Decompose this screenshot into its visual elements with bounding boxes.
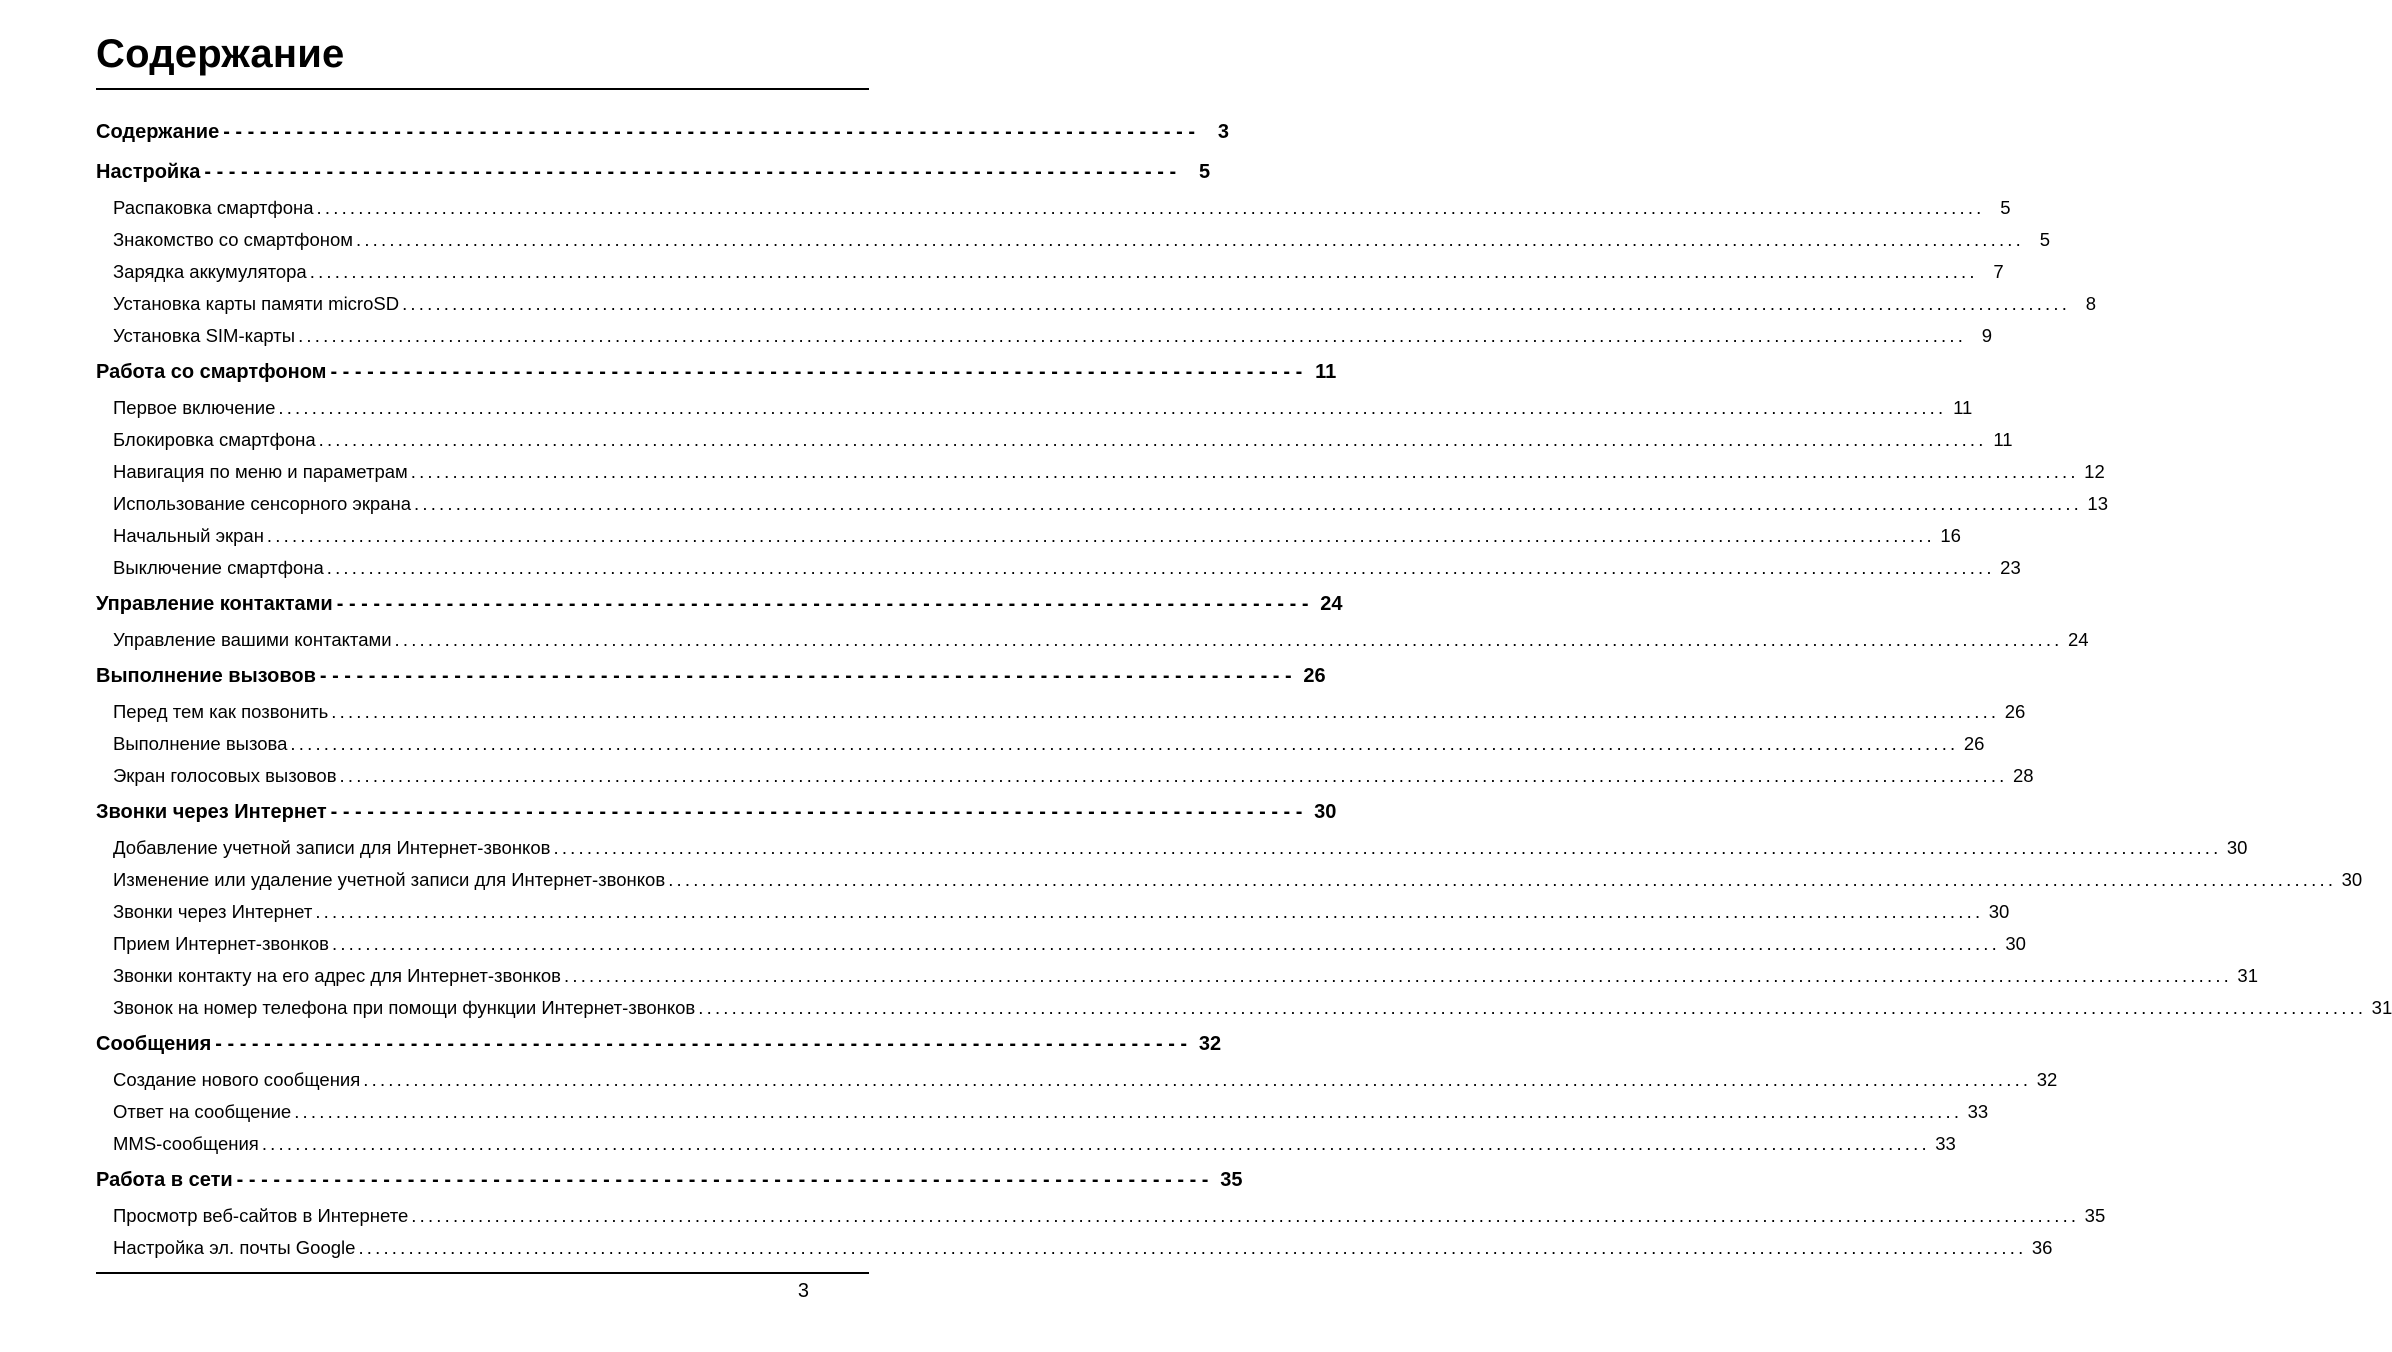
dot-leader: - - - - - - - - - - - - - - - - - - - - - - - - - - - - - - - - - - - - - - - - - - - - - - - - - - - - - - - - - - - - - - - - - - - - - - - - - - - - - - - - [223,121,1196,143]
toc-entry-label: Перед тем как позвонить [113,701,329,722]
dot-leader: ........................................................................................................................................................................................................ [394,629,2063,650]
toc-section-entry[interactable] [96,152,1211,192]
dot-leader: ........................................................................................................................................................................................................ [316,197,1985,218]
toc-section-entry[interactable] [96,792,1337,832]
toc-entry-page: 26 [1303,665,1326,687]
toc-entry-label: Выполнение вызова [113,733,288,754]
toc-entry-label: Работа в сети [96,1169,233,1191]
dot-leader: ........................................................................................................................................................................................................ [363,1069,2032,1090]
toc-subsection-entry[interactable] [96,864,2363,896]
toc-entry-page: 32 [1198,1033,1222,1055]
toc-entry-page: 11 [1315,361,1337,383]
toc-entry-label: Звонок на номер телефона при помощи функции Интернет-звонков [113,997,696,1018]
toc-section-entry[interactable] [96,1160,1243,1200]
toc-entry-label: Содержание [96,121,220,143]
toc-subsection-entry[interactable] [96,424,2013,456]
dot-leader: ........................................................................................................................................................................................................ [298,325,1967,346]
toc-entry-page: 3 [1217,121,1230,143]
toc-entry-page: 32 [2036,1069,2058,1090]
toc-entry-label: Навигация по меню и параметрам [113,461,408,482]
toc-entry-page: 26 [1963,733,1985,754]
toc-subsection-entry[interactable] [96,256,2004,288]
toc-entry-page: 31 [2237,965,2258,986]
dot-leader: ........................................................................................................................................................................................................ [414,493,2082,514]
page-title: Содержание [96,32,345,76]
toc-entry-label: Выключение смартфона [113,557,324,578]
header-rule [96,88,869,90]
toc-subsection-entry[interactable] [96,1064,2058,1096]
toc-entry-label: Ответ на сообщение [113,1101,292,1122]
toc-entry-label: Просмотр веб-сайтов в Интернете [113,1205,409,1226]
table-of-contents [96,112,2392,1264]
toc-entry-page: 5 [2000,197,2011,218]
toc-entry-page: 8 [2085,293,2097,314]
toc-subsection-entry[interactable] [96,624,2089,656]
toc-entry-label: Начальный экран [113,525,264,546]
dot-leader: ........................................................................................................................................................................................................ [331,933,2000,954]
dot-leader: ........................................................................................................................................................................................................ [290,733,1959,754]
toc-entry-page: 30 [1314,801,1337,823]
toc-entry-label: Блокировка смартфона [113,429,316,450]
toc-entry-label: Экран голосовых вызовов [113,765,337,786]
toc-entry-page: 16 [1940,525,1961,546]
toc-section-entry[interactable] [96,352,1337,392]
toc-entry-page: 12 [2084,461,2105,482]
toc-subsection-entry[interactable] [96,696,2026,728]
toc-entry-label: Использование сенсорного экрана [113,493,412,514]
toc-entry-page: 23 [2000,557,2021,578]
toc-entry-page: 9 [1981,325,1993,346]
toc-subsection-entry[interactable] [96,1128,1956,1160]
dot-leader: ........................................................................................................................................................................................................ [411,1205,2080,1226]
toc-entry-label: Звонки через Интернет [96,801,327,823]
dot-leader: - - - - - - - - - - - - - - - - - - - - - - - - - - - - - - - - - - - - - - - - - - - - - - - - - - - - - - - - - - - - - - - - - - - - - - - - - - - - - - - - [236,1169,1209,1191]
dot-leader: ........................................................................................................................................................................................................ [358,1237,2027,1258]
toc-entry-label: Создание нового сообщения [113,1069,361,1090]
toc-subsection-entry[interactable] [96,392,1973,424]
toc-section-entry[interactable] [96,656,1326,696]
toc-entry-page: 35 [1220,1169,1243,1191]
dot-leader: - - - - - - - - - - - - - - - - - - - - - - - - - - - - - - - - - - - - - - - - - - - - - - - - - - - - - - - - - - - - - - - - - - - - - - - - - - - - - - - - [215,1033,1188,1055]
toc-subsection-entry[interactable] [96,1096,1989,1128]
toc-subsection-entry[interactable] [96,1200,2106,1232]
toc-subsection-entry[interactable] [96,552,2021,584]
page-number: 3 [797,1280,809,1302]
dot-leader: ........................................................................................................................................................................................................ [266,525,1935,546]
toc-entry-label: Настройка [96,161,201,183]
toc-subsection-entry[interactable] [96,288,2097,320]
toc-entry-label: Зарядка аккумулятора [113,261,307,282]
toc-entry-label: Прием Интернет-звонков [113,933,329,954]
dot-leader: ........................................................................................................................................................................................................ [564,965,2232,986]
dot-leader: - - - - - - - - - - - - - - - - - - - - - - - - - - - - - - - - - - - - - - - - - - - - - - - - - - - - - - - - - - - - - - - - - - - - - - - - - - - - - - - - [319,665,1292,687]
toc-entry-label: Настройка эл. почты Google [113,1237,356,1258]
toc-entry-page: 24 [2067,629,2089,650]
dot-leader: - - - - - - - - - - - - - - - - - - - - - - - - - - - - - - - - - - - - - - - - - - - - - - - - - - - - - - - - - - - - - - - - - - - - - - - - - - - - - - - - [204,161,1177,183]
dot-leader: ........................................................................................................................................................................................................ [668,869,2337,890]
toc-entry-label: MMS-сообщения [113,1133,259,1154]
toc-entry-label: Звонки через Интернет [113,901,313,922]
toc-entry-page: 24 [1320,593,1343,615]
toc-subsection-entry[interactable] [96,992,2392,1024]
footer-rule [96,1272,869,1274]
dot-leader: - - - - - - - - - - - - - - - - - - - - - - - - - - - - - - - - - - - - - - - - - - - - - - - - - - - - - - - - - - - - - - - - - - - - - - - - - - - - - - - - [330,361,1303,383]
toc-entry-page: 33 [1967,1101,1989,1122]
toc-entry-label: Добавление учетной записи для Интернет-звонков [113,837,551,858]
toc-subsection-entry[interactable] [96,456,2105,488]
toc-entry-page: 30 [1988,901,2010,922]
toc-entry-label: Звонки контакту на его адрес для Интернет-звонков [113,965,562,986]
toc-subsection-entry[interactable] [96,832,2248,864]
dot-leader: ........................................................................................................................................................................................................ [261,1133,1930,1154]
toc-entry-label: Знакомство со смартфоном [113,229,353,250]
toc-entry-label: Сообщения [96,1033,212,1055]
toc-subsection-entry[interactable] [96,928,2026,960]
toc-subsection-entry[interactable] [96,520,1961,552]
toc-entry-label: Выполнение вызовов [96,665,316,687]
toc-subsection-entry[interactable] [96,960,2258,992]
dot-leader: ........................................................................................................................................................................................................ [410,461,2079,482]
dot-leader: ........................................................................................................................................................................................................ [318,429,1987,450]
toc-entry-label: Изменение или удаление учетной записи для Интернет-звонков [113,869,666,890]
toc-entry-page: 31 [2371,997,2392,1018]
dot-leader: ........................................................................................................................................................................................................ [331,701,2000,722]
toc-subsection-entry[interactable] [96,896,2010,928]
toc-entry-label: Управление вашими контактами [113,629,392,650]
toc-entry-page: 11 [1953,397,1973,418]
toc-subsection-entry[interactable] [96,320,1993,352]
dot-leader: ........................................................................................................................................................................................................ [553,837,2222,858]
toc-section-entry[interactable] [96,112,1230,152]
toc-section-entry[interactable] [96,584,1343,624]
dot-leader: ........................................................................................................................................................................................................ [339,765,2008,786]
toc-entry-page: 30 [2226,837,2248,858]
toc-entry-label: Установка SIM-карты [113,325,296,346]
toc-entry-label: Работа со смартфоном [96,361,327,383]
dot-leader: ........................................................................................................................................................................................................ [315,901,1984,922]
toc-subsection-entry[interactable] [96,224,2050,256]
dot-leader: ........................................................................................................................................................................................................ [356,229,2024,250]
toc-entry-page: 26 [2004,701,2026,722]
toc-entry-page: 5 [2039,229,2050,250]
toc-entry-page: 5 [1199,161,1211,183]
toc-entry-label: Распаковка смартфона [113,197,314,218]
toc-subsection-entry[interactable] [96,728,1985,760]
dot-leader: ........................................................................................................................................................................................................ [294,1101,1963,1122]
dot-leader: ........................................................................................................................................................................................................ [278,397,1947,418]
dot-leader: - - - - - - - - - - - - - - - - - - - - - - - - - - - - - - - - - - - - - - - - - - - - - - - - - - - - - - - - - - - - - - - - - - - - - - - - - - - - - - - - [330,801,1303,823]
toc-entry-page: 28 [2012,765,2034,786]
dot-leader: ........................................................................................................................................................................................................ [402,293,2071,314]
toc-entry-page: 36 [2031,1237,2053,1258]
toc-entry-page: 33 [1935,1133,1956,1154]
toc-entry-page: 11 [1993,429,2013,450]
toc-entry-label: Управление контактами [96,593,333,615]
toc-entry-page: 7 [1993,261,2004,282]
dot-leader: ........................................................................................................................................................................................................ [698,997,2367,1018]
dot-leader: - - - - - - - - - - - - - - - - - - - - - - - - - - - - - - - - - - - - - - - - - - - - - - - - - - - - - - - - - - - - - - - - - - - - - - - - - - - - - - - - [336,593,1309,615]
dot-leader: ........................................................................................................................................................................................................ [309,261,1978,282]
toc-entry-page: 30 [2341,869,2363,890]
toc-entry-label: Первое включение [113,397,276,418]
toc-subsection-entry[interactable] [96,488,2108,520]
toc-subsection-entry[interactable] [96,192,2011,224]
toc-section-entry[interactable] [96,1024,1222,1064]
toc-subsection-entry[interactable] [96,1232,2053,1264]
toc-subsection-entry[interactable] [96,760,2034,792]
dot-leader: ........................................................................................................................................................................................................ [326,557,1995,578]
toc-entry-page: 30 [2005,933,2026,954]
toc-entry-label: Установка карты памяти microSD [113,293,400,314]
toc-entry-page: 35 [2084,1205,2106,1226]
toc-entry-page: 13 [2087,493,2108,514]
